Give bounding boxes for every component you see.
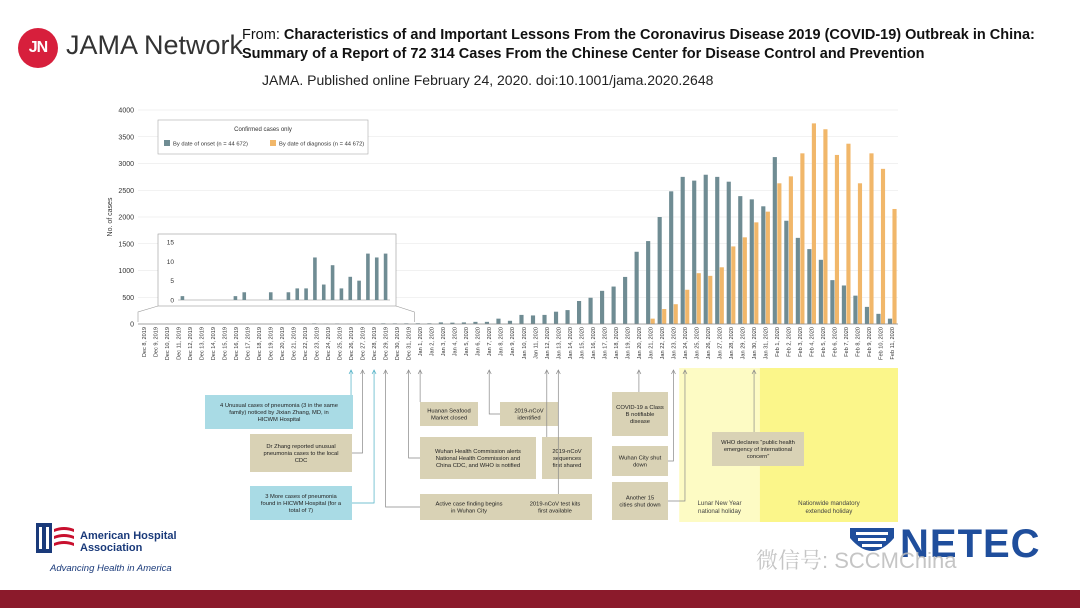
legend-swatch-onset <box>164 140 170 146</box>
x-tick-label: Jan 25, 2020 <box>694 327 701 360</box>
annotation-text-line: 2019-nCoV test kits <box>529 501 581 508</box>
annotation-text-line: sequences <box>552 456 582 462</box>
holiday-label-line: extended holiday <box>805 508 853 515</box>
x-tick-label: Dec 30, 2019 <box>395 327 402 361</box>
onset-bar <box>542 315 546 324</box>
diagnosis-bar <box>674 304 678 324</box>
diagnosis-bar <box>720 267 724 324</box>
x-tick-label: Jan 7, 2020 <box>487 327 494 357</box>
aha-line-2: Association <box>80 542 143 554</box>
annotation-text <box>427 409 471 422</box>
onset-bar <box>589 298 593 324</box>
x-tick-label: Dec 22, 2019 <box>302 327 309 361</box>
onset-bar <box>784 221 788 324</box>
onset-bar <box>830 280 834 324</box>
x-tick-label: Jan 31, 2020 <box>763 327 770 360</box>
annotation-text-line: Wuhan Health Commission alerts <box>435 449 521 455</box>
x-tick-label: Feb 10, 2020 <box>878 327 885 360</box>
x-tick-label: Jan 21, 2020 <box>648 327 655 360</box>
onset-bar <box>554 312 558 324</box>
x-tick-label: Jan 17, 2020 <box>602 327 609 360</box>
aha-tagline: Advancing Health in America <box>50 563 172 574</box>
x-tick-label: Feb 8, 2020 <box>855 327 862 357</box>
brand-name: JAMA Network <box>66 30 244 60</box>
x-tick-label: Feb 4, 2020 <box>809 327 816 357</box>
onset-bar <box>531 315 535 324</box>
x-tick-label: Dec 25, 2019 <box>337 327 344 361</box>
onset-bar <box>888 319 892 324</box>
legend-label-onset: By date of onset (n = 44 672) <box>173 141 248 148</box>
annotation-leader <box>409 370 420 458</box>
onset-bar <box>704 175 708 324</box>
x-tick-label: Jan 14, 2020 <box>567 327 574 360</box>
y-tick-label: 2000 <box>118 214 134 222</box>
onset-bar <box>865 307 869 324</box>
x-tick-label: Feb 1, 2020 <box>775 327 782 357</box>
onset-bar <box>519 315 523 324</box>
annotation-text-line: Market closed <box>430 415 468 422</box>
inset-y-tick: 5 <box>170 278 174 286</box>
x-tick-label: Dec 16, 2019 <box>233 327 240 361</box>
onset-bar <box>669 191 673 324</box>
x-tick-label: Dec 15, 2019 <box>222 327 229 361</box>
holiday-label-line: national holiday <box>698 508 742 515</box>
legend-title: Confirmed cases only <box>234 127 292 133</box>
annotation-text <box>552 449 581 469</box>
x-tick-label: Jan 9, 2020 <box>510 327 517 357</box>
y-tick-label: 3000 <box>118 161 134 168</box>
x-tick-label: Dec 17, 2019 <box>245 327 252 361</box>
annotation-text-line: Wuhan City shut <box>618 455 662 462</box>
holiday-label-line: Nationwide mandatory <box>798 500 860 507</box>
onset-bar <box>842 285 846 324</box>
x-tick-label: Dec 9, 2019 <box>153 327 160 358</box>
annotation-text-line: identified <box>517 415 541 422</box>
x-tick-label: Dec 18, 2019 <box>256 327 263 361</box>
x-tick-label: Jan 29, 2020 <box>740 327 747 360</box>
diagnosis-bar <box>731 246 735 324</box>
annotation-text-line: emergency of international <box>723 447 793 453</box>
x-tick-label: Feb 7, 2020 <box>844 327 851 357</box>
onset-bar <box>565 310 569 324</box>
title-prefix: From: <box>242 27 280 43</box>
onset-bar <box>807 249 811 324</box>
inset-bar <box>357 281 361 300</box>
onset-bar <box>761 206 765 324</box>
x-tick-label: Jan 13, 2020 <box>556 327 563 360</box>
x-tick-label: Jan 5, 2020 <box>464 327 471 357</box>
y-tick-label: 1500 <box>118 241 134 249</box>
x-tick-label: Jan 30, 2020 <box>752 327 759 360</box>
annotation-text-line: in Wuhan City <box>451 508 487 515</box>
x-tick-label: Dec 14, 2019 <box>210 327 217 361</box>
annotation-leader <box>668 370 673 461</box>
bottom-bar <box>0 590 1080 608</box>
annotation-text-line: Another 15 <box>625 495 655 502</box>
x-tick-label: Jan 10, 2020 <box>521 327 528 360</box>
x-tick-label: Dec 20, 2019 <box>279 327 286 361</box>
annotation-text <box>514 409 543 422</box>
diagnosis-bar <box>846 144 850 324</box>
diagnosis-bar <box>708 276 712 324</box>
onset-bar <box>612 287 616 324</box>
x-tick-label: Jan 11, 2020 <box>533 327 540 359</box>
x-tick-label: Dec 24, 2019 <box>326 327 332 361</box>
annotation-text-line: COVID-19 a Class <box>616 405 664 411</box>
onset-bar <box>750 199 754 324</box>
x-tick-label: Jan 16, 2020 <box>590 327 597 360</box>
x-tick-label: Feb 11, 2020 <box>890 327 897 360</box>
annotation-leader <box>352 370 363 453</box>
x-tick-label: Dec 19, 2019 <box>268 327 275 361</box>
onset-bar <box>738 196 742 324</box>
onset-bar <box>635 252 639 324</box>
diagnosis-bar <box>812 123 816 324</box>
x-tick-label: Dec 31, 2019 <box>406 327 413 361</box>
inset-chart <box>138 234 414 322</box>
onset-bar <box>681 177 685 324</box>
onset-bar <box>853 296 857 324</box>
annotation-text-line: HICWM Hospital <box>257 417 301 423</box>
x-tick-label: Jan 19, 2020 <box>625 327 632 360</box>
annotation-text-line: concern” <box>746 454 770 460</box>
watermark: 微信号: SCCMChina <box>756 548 957 573</box>
x-tick-label: Feb 9, 2020 <box>867 327 874 357</box>
x-tick-label: Dec 13, 2019 <box>199 327 206 361</box>
inset-y-tick: 10 <box>166 258 174 266</box>
diagnosis-bar <box>881 169 885 324</box>
x-tick-label: Jan 8, 2020 <box>498 327 505 357</box>
annotation-text-line: 4 Unusual cases of pneumonia (3 in the same <box>220 403 338 409</box>
page-title <box>242 26 1042 64</box>
x-tick-label: Jan 20, 2020 <box>636 327 643 360</box>
x-tick-label: Jan 18, 2020 <box>613 327 620 360</box>
annotation-text-line: family) noticed by Jixian Zhang, MD, in <box>229 410 329 416</box>
annotation-text-line: first available <box>538 508 572 515</box>
x-tick-label: Jan 27, 2020 <box>717 327 724 360</box>
onset-bar <box>727 182 731 324</box>
diagnosis-bar <box>651 319 655 324</box>
y-tick-label: 1000 <box>118 268 134 275</box>
y-tick-label: 4000 <box>118 107 134 115</box>
title-text: Characteristics of and Important Lessons From the Coronavirus Disease 2019 (COVID-19) Outbreak in China: Summary of a Report of 72 314 Cases From the Chinese Center for Disease Control and Prevention <box>242 27 1035 62</box>
onset-bar <box>658 217 662 324</box>
annotation-text-line: CDC <box>294 458 308 464</box>
y-axis-label: No. of cases <box>107 197 114 237</box>
diagnosis-bar <box>766 212 770 324</box>
x-tick-label: Jan 24, 2020 <box>682 327 689 360</box>
annotation-text-line: B notifiable <box>625 412 655 418</box>
onset-bar <box>876 314 880 324</box>
inset-bar <box>234 296 238 300</box>
annotation-text-line: Active case finding begins <box>435 501 503 508</box>
inset-bar <box>340 288 344 300</box>
x-tick-label: Jan 6, 2020 <box>475 327 482 357</box>
inset-bar <box>313 257 317 300</box>
onset-bar <box>692 181 696 324</box>
annotation-text-line: China CDC, and WHO is notified <box>435 463 521 469</box>
diagnosis-bar <box>835 155 839 324</box>
x-tick-label: Dec 8, 2019 <box>141 327 148 358</box>
aha-line-1: American Hospital <box>80 530 177 542</box>
y-tick-label: 500 <box>122 294 134 302</box>
holiday-label-line: Lunar New Year <box>697 500 742 507</box>
x-tick-label: Dec 11, 2019 <box>176 327 183 360</box>
diagnosis-bar <box>662 309 666 324</box>
onset-bar <box>819 260 823 324</box>
x-tick-label: Jan 22, 2020 <box>659 327 666 360</box>
holiday-label <box>697 500 741 515</box>
diagnosis-bar <box>789 176 793 324</box>
x-tick-label: Feb 2, 2020 <box>786 327 793 357</box>
annotation-text-line: found in HICWM Hospital (for a <box>260 501 342 507</box>
inset-bar <box>384 254 388 300</box>
x-tick-label: Jan 2, 2020 <box>429 327 436 357</box>
holiday-label <box>798 500 860 515</box>
aha-name <box>80 530 177 554</box>
diagnosis-bar <box>858 183 862 324</box>
x-tick-label: Dec 26, 2019 <box>349 327 356 361</box>
diagnosis-bar <box>697 273 701 324</box>
inset-bar <box>287 292 291 300</box>
annotation-text-line: 2019-nCoV <box>514 408 544 415</box>
annotation-text <box>435 449 521 469</box>
annotation-text-line: Huanan Seafood <box>427 408 471 415</box>
x-tick-label: Feb 5, 2020 <box>821 327 828 357</box>
annotation-text-line: National Health Commission and <box>435 456 521 462</box>
x-tick-label: Dec 10, 2019 <box>164 327 171 361</box>
x-tick-label: Dec 21, 2019 <box>291 327 298 361</box>
x-tick-label: Feb 6, 2020 <box>832 327 839 357</box>
y-tick-label: 2500 <box>118 187 134 195</box>
inset-y-tick: 0 <box>170 297 174 305</box>
aha-flag-icon <box>36 523 76 553</box>
inset-bar <box>295 288 299 300</box>
diagnosis-bar <box>743 237 747 324</box>
annotation-text-line: total of 7) <box>288 508 314 514</box>
x-tick-label: Dec 23, 2019 <box>314 327 321 361</box>
jama-network-logo: JN <box>18 28 58 68</box>
annotation-text-line: 2019-nCoV <box>552 449 582 455</box>
inset-bar <box>304 288 308 300</box>
annotation-text-line: pneumonia cases to the local <box>263 451 339 457</box>
inset-bar <box>242 292 246 300</box>
legend-swatch-diagnosis <box>270 140 276 146</box>
y-tick-label: 0 <box>130 321 134 329</box>
x-tick-label: Dec 12, 2019 <box>187 327 194 361</box>
onset-bar <box>508 321 512 324</box>
x-tick-label: Jan 4, 2020 <box>452 327 459 357</box>
legend <box>158 120 368 154</box>
citation: JAMA. Published online February 24, 2020. doi:10.1001/jama.2020.2648 <box>262 72 714 88</box>
annotation-text-line: disease <box>630 419 650 425</box>
annotation-leader <box>386 370 420 507</box>
onset-bar <box>715 177 719 324</box>
x-tick-label: Dec 27, 2019 <box>360 327 367 361</box>
x-tick-label: Dec 28, 2019 <box>372 327 379 361</box>
inset-bracket <box>138 306 414 322</box>
annotation-text-line: WHO declares “public health <box>721 440 795 446</box>
x-tick-label: Jan 26, 2020 <box>706 327 712 360</box>
x-tick-label: Jan 15, 2020 <box>579 327 586 360</box>
onset-bar <box>496 319 500 324</box>
x-tick-label: Jan 1, 2020 <box>418 327 425 357</box>
x-tick-label: Jan 28, 2020 <box>729 327 736 360</box>
annotation-leader <box>489 370 500 414</box>
diagnosis-bar <box>685 290 689 324</box>
inset-bar <box>331 265 335 300</box>
diagnosis-bar <box>777 183 781 324</box>
epidemic-curve-chart <box>100 100 1000 530</box>
onset-bar <box>796 238 800 324</box>
inset-bar <box>322 285 326 300</box>
diagnosis-bar <box>754 222 758 324</box>
onset-bar <box>577 301 581 324</box>
x-tick-label: Feb 3, 2020 <box>798 327 805 357</box>
x-tick-label: Jan 3, 2020 <box>441 327 448 357</box>
diagnosis-bar <box>892 209 896 324</box>
x-tick-label: Jan 23, 2020 <box>671 327 678 360</box>
inset-bar <box>366 254 370 300</box>
onset-bar <box>600 291 604 324</box>
legend-box <box>158 120 368 154</box>
inset-bar <box>181 296 185 300</box>
annotation-text-line: down <box>633 462 647 469</box>
legend-label-diagnosis: By date of diagnosis (n = 44 672) <box>279 141 365 148</box>
onset-bar <box>623 277 627 324</box>
diagnosis-bar <box>869 153 873 324</box>
annotation-text-line: first shared <box>552 463 582 469</box>
diagnosis-bar <box>823 129 827 324</box>
x-tick-label: Dec 29, 2019 <box>383 327 390 361</box>
onset-bar <box>773 157 777 324</box>
annotation-leader <box>352 370 374 503</box>
annotation-text-line: 3 More cases of pneumonia <box>265 494 337 500</box>
inset-y-tick: 15 <box>166 239 174 247</box>
x-tick-label: Jan 12, 2020 <box>544 327 551 360</box>
inset-bar <box>375 257 379 300</box>
inset-bar <box>269 292 273 300</box>
onset-bar <box>646 241 650 324</box>
y-tick-label: 3500 <box>118 134 134 142</box>
annotation-text-line: Dr Zhang reported unusual <box>266 444 336 450</box>
annotation-text-line: cities shut down <box>619 502 661 509</box>
inset-bar <box>348 277 352 300</box>
netec-logo: NETEC <box>900 522 1041 566</box>
diagnosis-bar <box>800 153 804 324</box>
